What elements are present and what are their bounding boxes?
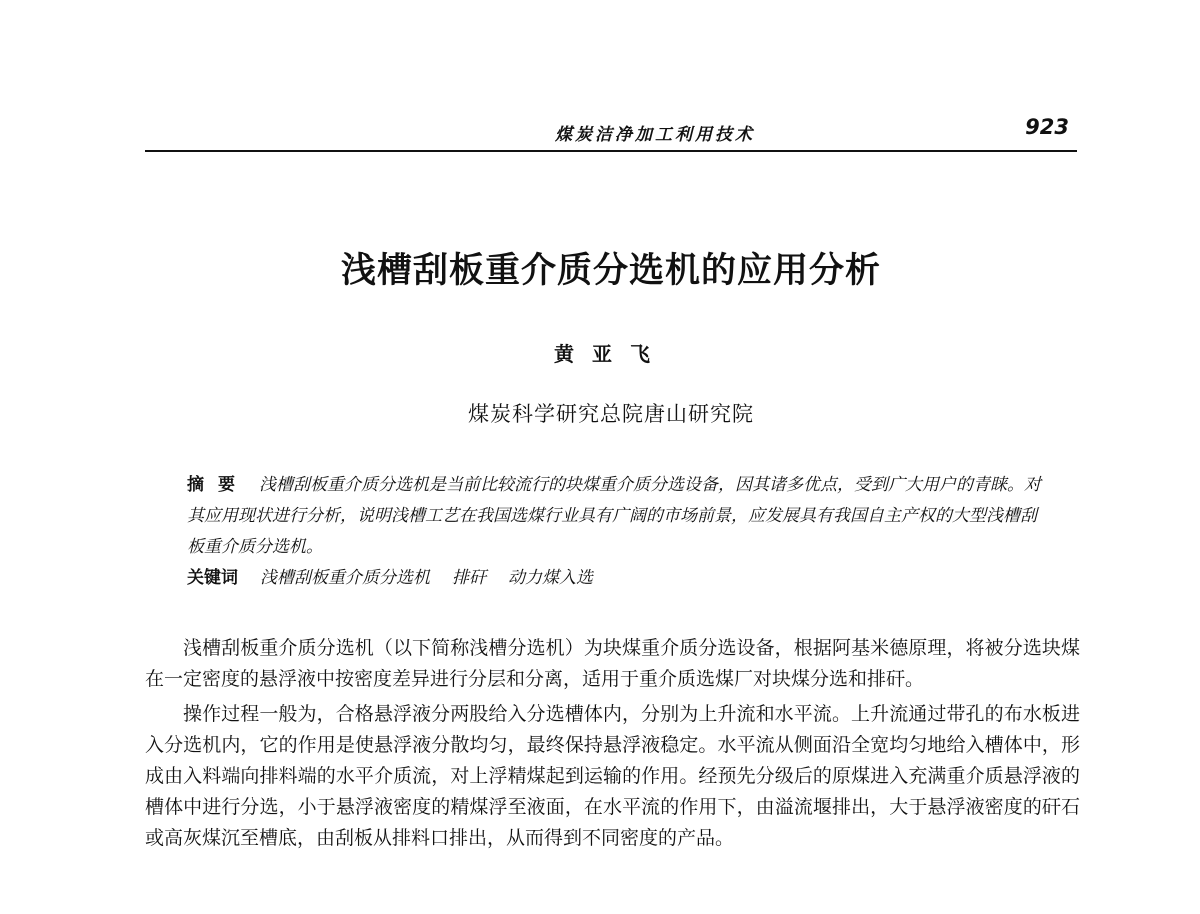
article-title: 浅槽刮板重介质分选机的应用分析 xyxy=(340,251,881,291)
header-rule xyxy=(145,150,1077,152)
keyword-item: 排矸 xyxy=(452,568,486,588)
body-text xyxy=(145,633,1080,858)
abstract-text: 浅槽刮板重介质分选机是当前比较流行的块煤重介质分选设备，因其诸多优点，受到广大用户的青睐。对其应用现状进行分析，说明浅槽工艺在我国选煤行业具有广阔的市场前景，应发展具有我国自主产权的大型浅槽刮板重介质分选机。 xyxy=(187,475,1041,557)
journal-name: 煤炭洁净加工利用技术 xyxy=(555,125,755,145)
keyword-item: 动力煤入选 xyxy=(508,568,593,588)
abstract-label: 摘要 xyxy=(187,475,249,495)
author-name: 黄亚飞 xyxy=(554,342,668,366)
body-paragraph: 浅槽刮板重介质分选机（以下简称浅槽分选机）为块煤重介质分选设备，根据阿基米德原理，将被分选块煤在一定密度的悬浮液中按密度差异进行分层和分离，适用于重介质选煤厂对块煤分选和排矸。 xyxy=(145,637,1080,690)
page-number: 923 xyxy=(1025,115,1069,139)
author-affiliation: 煤炭科学研究总院唐山研究院 xyxy=(468,402,754,426)
abstract-paragraph xyxy=(187,470,1042,563)
keyword-item: 浅槽刮板重介质分选机 xyxy=(260,568,430,588)
keywords-label: 关键词 xyxy=(187,568,238,588)
body-paragraph: 操作过程一般为，合格悬浮液分两股给入分选槽体内，分别为上升流和水平流。上升流通过带孔的布水板进入分选机内，它的作用是使悬浮液分散均匀，最终保持悬浮液稳定。水平流从侧面沿全宽均匀地给入槽体中，形成由入料端向排料端的水平介质流，对上浮精煤起到运输的作用。经预先分级后的原煤进入充满重介质悬浮液的槽体中进行分选，小于悬浮液密度的精煤浮至液面，在水平流的作用下，由溢流堰排出，大于悬浮液密度的矸石或高灰煤沉至槽底，由刮板从排料口排出，从而得到不同密度的产品。 xyxy=(145,703,1080,849)
keywords-line xyxy=(187,563,1042,594)
abstract-block xyxy=(187,470,1042,594)
running-header xyxy=(145,112,1077,148)
